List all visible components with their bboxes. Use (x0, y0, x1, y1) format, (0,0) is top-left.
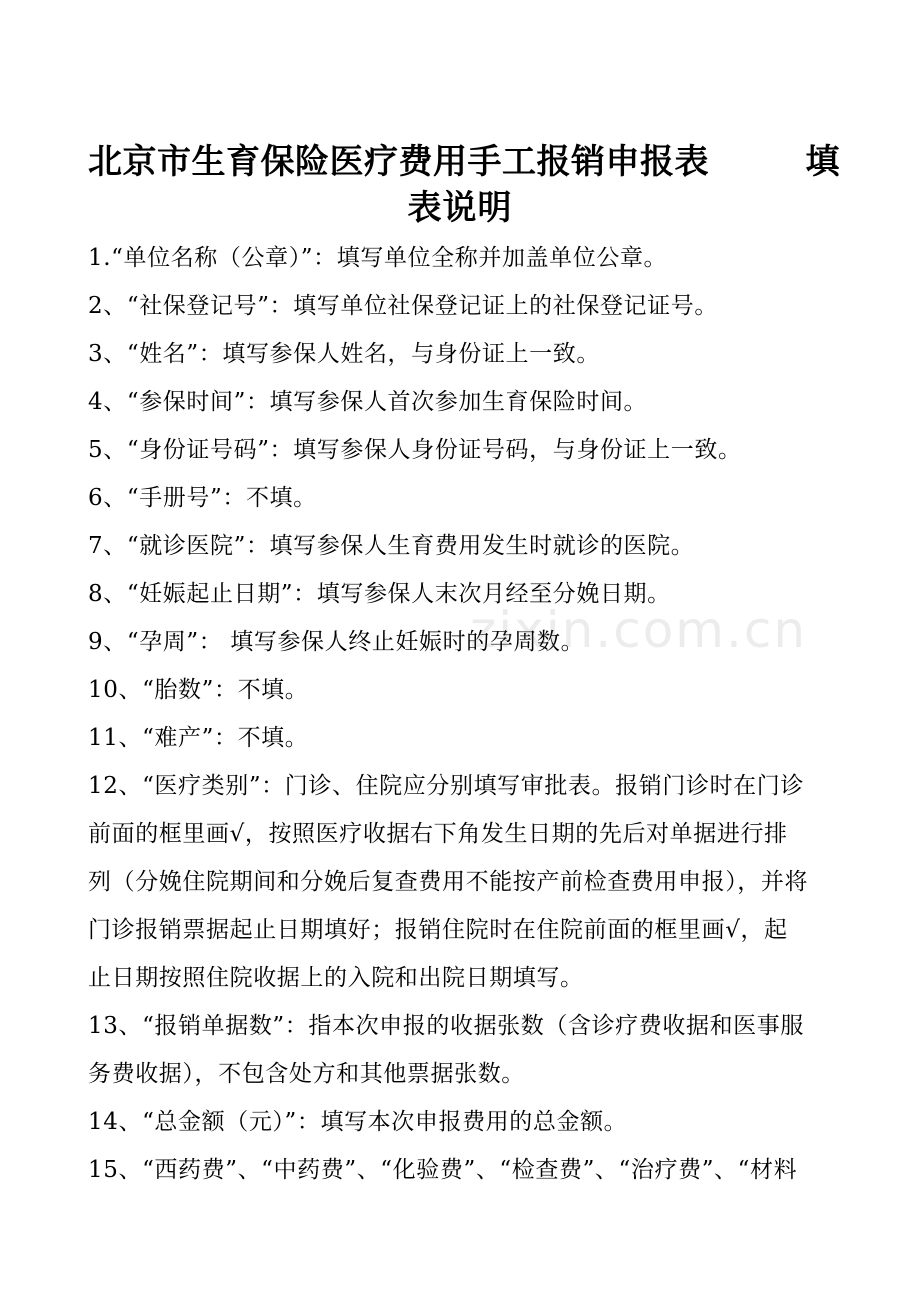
instruction-item-13 (88, 1002, 836, 1098)
paragraph-line: 12、“医疗类别”：门诊、住院应分别填写审批表。报销门诊时在门诊 (88, 773, 804, 799)
instruction-item-12 (88, 762, 836, 1002)
instruction-item-1: 1.“单位名称（公章）”：填写单位全称并加盖单位公章。 (88, 245, 668, 271)
paragraph-line: 止日期按照住院收据上的入院和出院日期填写。 (88, 965, 584, 991)
paragraph-line: 门诊报销票据起止日期填好；报销住院时在住院前面的框里画√，起 (88, 917, 788, 943)
instruction-item-15: 15、“西药费”、“中药费”、“化验费”、“检查费”、“治疗费”、“材料 (88, 1157, 798, 1183)
paragraph-line: 13、“报销单据数”：指本次申报的收据张数（含诊疗费收据和医事服 (88, 1013, 804, 1039)
instruction-item-6: 6、“手册号”：不填。 (88, 485, 317, 511)
site-watermark: zixin.com.cn (470, 601, 808, 659)
instruction-item-8: 8、“妊娠起止日期”：填写参保人末次月经至分娩日期。 (88, 581, 671, 607)
instruction-item-11: 11、“难产”：不填。 (88, 725, 309, 751)
instruction-item-3: 3、“姓名”：填写参保人姓名，与身份证上一致。 (88, 341, 600, 367)
instruction-item-2: 2、“社保登记号”：填写单位社保登记证上的社保登记证号。 (88, 293, 718, 319)
document-title-tail: 填 (805, 142, 840, 182)
instruction-item-4: 4、“参保时间”：填写参保人首次参加生育保险时间。 (88, 389, 648, 415)
instruction-item-5: 5、“身份证号码”：填写参保人身份证号码，与身份证上一致。 (88, 437, 742, 463)
document-title: 北京市生育保险医疗费用手工报销申报表 (88, 142, 709, 182)
instruction-item-14: 14、“总金额（元）”：填写本次申报费用的总金额。 (88, 1109, 628, 1135)
instruction-item-10: 10、“胎数”：不填。 (88, 677, 309, 703)
paragraph-line: 务费收据），不包含处方和其他票据张数。 (88, 1061, 525, 1087)
document-title-line-2: 表说明 (407, 188, 513, 228)
paragraph-line: 列（分娩住院期间和分娩后复查费用不能按产前检查费用申报），并将 (88, 869, 809, 895)
paragraph-line: 前面的框里画√，按照医疗收据右下角发生日期的先后对单据进行排 (88, 821, 788, 847)
instruction-item-7: 7、“就诊医院”：填写参保人生育费用发生时就诊的医院。 (88, 533, 695, 559)
document-title-line-1 (88, 138, 840, 186)
instruction-item-9: 9、“孕周”： 填写参保人终止妊娠时的孕周数。 (88, 629, 585, 655)
